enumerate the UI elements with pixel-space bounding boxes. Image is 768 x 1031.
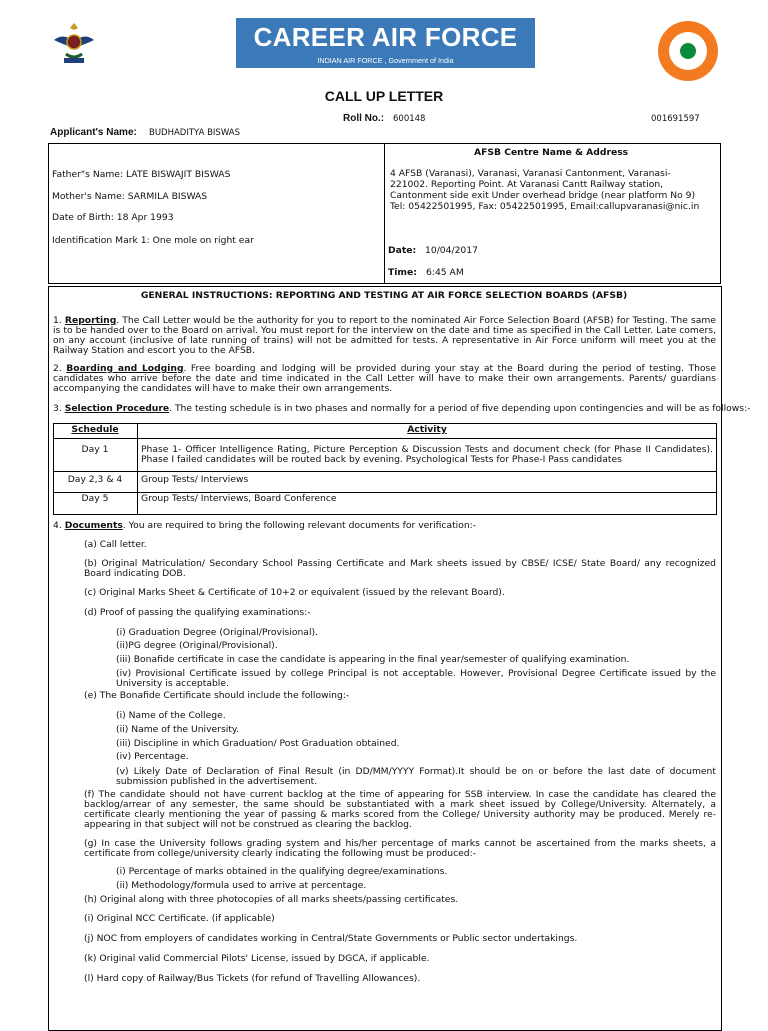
para-selection <box>53 403 751 414</box>
doc-d-i: (i) Graduation Degree (Original/Provisional). <box>116 627 318 638</box>
doc-c: (c) Original Marks Sheet & Certificate of 10+2 or equivalent (issued by the relevant Board). <box>84 587 505 598</box>
date-of-birth: Date of Birth: 18 Apr 1993 <box>52 212 174 223</box>
schedule-day-3: Day 5 <box>81 493 109 504</box>
para-2-text: . Free boarding and lodging will be provided during your stay at the Board during the period of testing. Those candidates who arrive before the date and time indicated in the Call Letter will have to make their own arrangements. Parents/ guardians accompanying the candidates will have to make their own arrangements. <box>53 363 716 394</box>
para-4-text: . You are required to bring the following relevant documents for verification:- <box>122 520 477 531</box>
doc-d-iv: (iv) Provisional Certificate issued by college Principal is not acceptable. However, Provisional Degree Certificate issued by the University is acceptable. <box>116 668 716 689</box>
doc-h: (h) Original along with three photocopies of all marks sheets/passing certificates. <box>84 894 459 905</box>
instructions-heading: GENERAL INSTRUCTIONS: REPORTING AND TESTING AT AIR FORCE SELECTION BOARDS (AFSB) <box>140 290 628 301</box>
banner-title: CAREER AIR FORCE <box>253 22 518 52</box>
para-documents <box>53 521 476 531</box>
iaf-crest-icon <box>52 20 96 66</box>
doc-e: (e) The Bonafide Certificate should include the following:- <box>84 690 350 701</box>
banner-subtitle: INDIAN AIR FORCE , Government of India <box>317 56 454 65</box>
father-name: Father"s Name: LATE BISWAJIT BISWAS <box>52 169 231 180</box>
iaf-roundel-icon <box>657 20 719 82</box>
para-1-text: . The Call Letter would be the authority for you to report to the nominated Air Force Selection Board (AFSB) for Testing. The same is to be handed over to the Board on arrival. You must report for the interview on the date and time as specified in the Call Letter. Late comers, on any account (inclusive of late running of trains) will not be admitted for tests. A representative in Air Force uniform will meet you at the Railway Station and escort you to the AFSB. <box>53 315 716 356</box>
doc-g: (g) In case the University follows grading system and his/her percentage of marks cannot be ascertained from the marks sheets, a certificate from college/university clearly indicating the following must be produced:- <box>84 838 716 859</box>
applicant-value: BUDHADITYA BISWAS <box>149 128 240 138</box>
roll-value: 600148 <box>393 114 426 124</box>
doc-b: (b) Original Matriculation/ Secondary School Passing Certificate and Mark sheets issued by CBSE/ ICSE/ State Board/ any recognized Board indicating DOB. <box>84 558 716 579</box>
reference-number: 001691597 <box>651 114 700 124</box>
page-title: CALL UP LETTER <box>324 88 444 104</box>
doc-d: (d) Proof of passing the qualifying examinations:- <box>84 607 311 618</box>
mother-name: Mother's Name: SARMILA BISWAS <box>52 191 208 202</box>
doc-a: (a) Call letter. <box>84 539 147 550</box>
schedule-day-2: Day 2,3 & 4 <box>67 474 123 485</box>
schedule-day-1: Day 1 <box>81 444 109 455</box>
schedule-activity-2: Group Tests/ Interviews <box>141 474 249 485</box>
doc-e-iii: (iii) Discipline in which Graduation/ Post Graduation obtained. <box>116 738 400 749</box>
doc-d-iii: (iii) Bonafide certificate in case the candidate is appearing in the final year/semester of qualifying examination. <box>116 654 630 665</box>
para-2-number: 2. <box>53 363 62 374</box>
schedule-activity-3: Group Tests/ Interviews, Board Conference <box>141 493 337 504</box>
schedule-activity-1: Phase 1- Officer Intelligence Rating, Picture Perception & Discussion Tests and document check (for Phase II Candidates). Phase I failed candidates will be routed back by evening. Psychological Tests for Phase-I Pass candidates <box>141 444 713 465</box>
para-2-title: Boarding and Lodging <box>66 363 184 374</box>
para-boarding <box>53 364 716 394</box>
para-3-title: Selection Procedure <box>64 403 170 414</box>
doc-j: (j) NOC from employers of candidates working in Central/State Governments or Public sector undertakings. <box>84 933 578 944</box>
doc-g-i: (i) Percentage of marks obtained in the qualifying degree/examinations. <box>116 866 448 877</box>
career-air-force-banner <box>236 18 535 68</box>
afsb-address-line-2: 221002. Reporting Point. At Varanasi Cantt Railway station, <box>390 179 664 190</box>
para-1-title: Reporting <box>64 315 117 326</box>
doc-l: (l) Hard copy of Railway/Bus Tickets (for refund of Travelling Allowances). <box>84 973 421 984</box>
para-1-number: 1. <box>53 315 62 326</box>
doc-e-i: (i) Name of the College. <box>116 710 226 721</box>
para-reporting <box>53 316 716 356</box>
schedule-col-header: Schedule <box>71 424 119 435</box>
afsb-address-line-3: Cantonment side exit Under overhead bridge (near platform No 9) <box>390 190 696 201</box>
doc-e-iv: (iv) Percentage. <box>116 751 189 762</box>
date-label: Date: <box>388 245 417 256</box>
identification-mark: Identification Mark 1: One mole on right ear <box>52 235 254 246</box>
doc-f: (f) The candidate should not have current backlog at the time of appearing for SSB interview. In case the candidate has cleared the backlog/arrear of any semester, the same should be substantiated with a mark sheet issued by College/University. Alternately, a certificate clearly mentioning the year of passing & marks scored from the College/ University authority may be produced. Merely re-appearing in that subject will not be construed as clearing the backlog. <box>84 789 716 830</box>
time-value: 6:45 AM <box>426 267 464 278</box>
doc-e-v: (v) Likely Date of Declaration of Final Result (in DD/MM/YYYY Format).It should be on or before the last date of document submission published in the advertisement. <box>116 766 716 787</box>
para-3-text: . The testing schedule is in two phases and normally for a period of five depending upon contingencies and will be as follows:- <box>169 403 751 414</box>
date-value: 10/04/2017 <box>425 245 478 256</box>
roll-label: Roll No.: <box>343 113 385 124</box>
doc-g-ii: (ii) Methodology/formula used to arrive at percentage. <box>116 880 367 891</box>
doc-k: (k) Original valid Commercial Pilots' License, issued by DGCA, if applicable. <box>84 953 430 964</box>
time-label: Time: <box>388 267 417 278</box>
afsb-heading: AFSB Centre Name & Address <box>474 147 629 158</box>
afsb-address-line-4: Tel: 05422501995, Fax: 05422501995, Email:callupvaranasi@nic.in <box>390 201 700 212</box>
doc-e-ii: (ii) Name of the University. <box>116 724 239 735</box>
para-4-title: Documents <box>64 520 123 531</box>
para-3-number: 3. <box>53 403 62 414</box>
afsb-address-line-1: 4 AFSB (Varanasi), Varanasi, Varanasi Cantonment, Varanasi- <box>390 168 671 179</box>
doc-i: (i) Original NCC Certificate. (if applicable) <box>84 913 275 924</box>
activity-col-header: Activity <box>407 424 447 435</box>
para-4-number: 4. <box>53 520 62 531</box>
applicant-label: Applicant's Name: <box>50 127 137 138</box>
doc-d-ii: (ii)PG degree (Original/Provisional). <box>116 640 278 651</box>
